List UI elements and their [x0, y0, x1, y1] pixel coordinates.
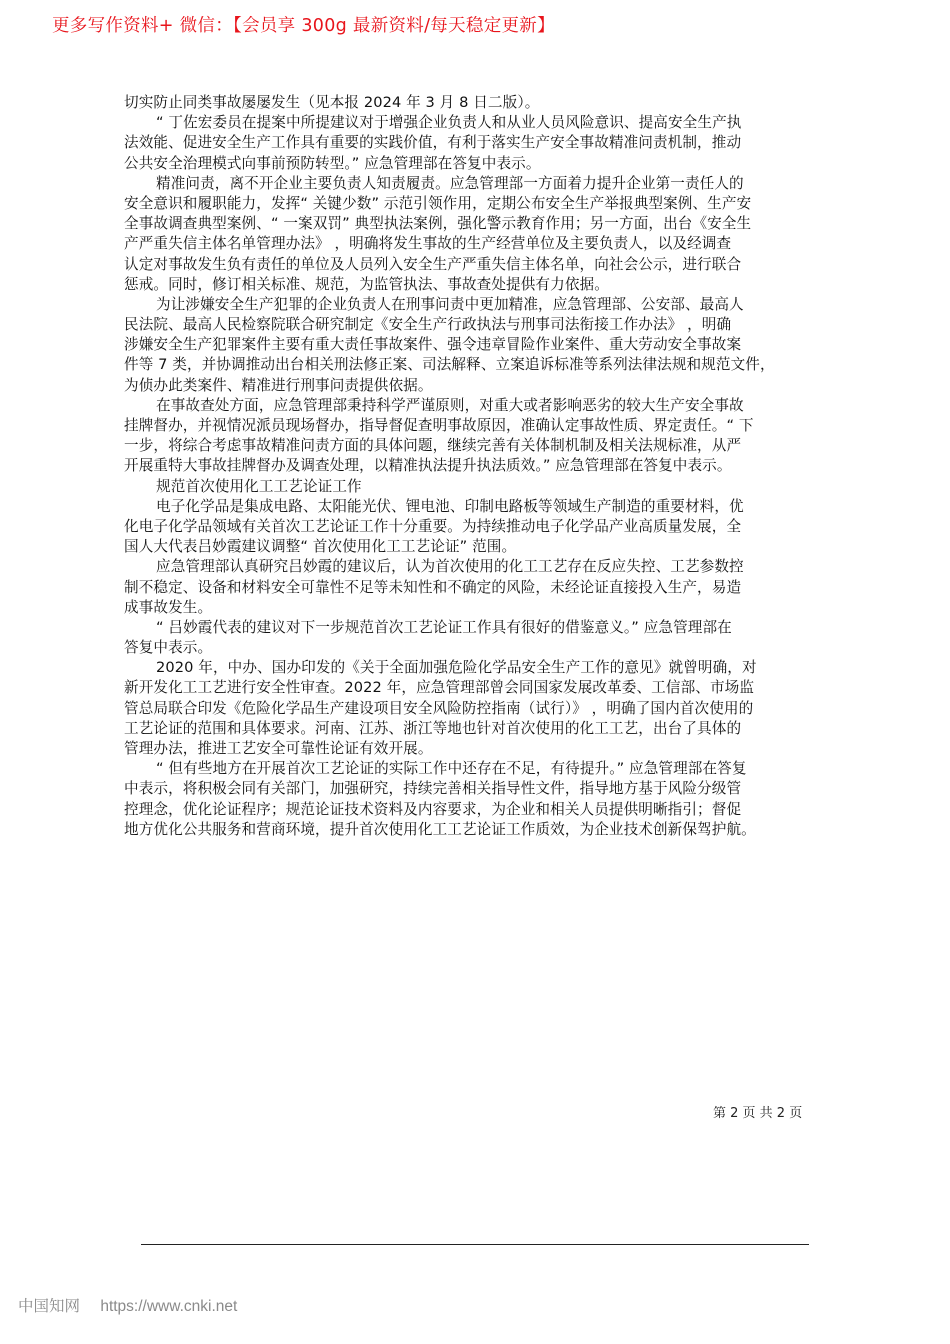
article-body [124, 93, 864, 840]
paragraph-line: 公共安全治理模式向事前预防转型。” 应急管理部在答复中表示。 [124, 154, 541, 172]
paragraph-line: “ 但有些地方在开展首次工艺论证的实际工作中还存在不足，有待提升。” 应急管理部在答复 [156, 760, 747, 778]
paragraph-line: 管总局联合印发《危险化学品生产建设项目安全风险防控指南（试行）》 ，明确了国内首次使用的 [124, 699, 754, 717]
paragraph-line: 国人大代表吕妙霞建议调整“ 首次使用化工工艺论证” 范围。 [124, 538, 517, 556]
paragraph-line: 为让涉嫌安全生产犯罪的企业负责人在刑事问责中更加精准，应急管理部、公安部、最高人 [156, 295, 744, 313]
promo-banner: 更多写作资料+ 微信：【会员享 300g 最新资料/每天稳定更新】 [52, 16, 555, 36]
paragraph-line: 2020 年，中办、国办印发的《关于全面加强危险化学品安全生产工作的意见》就曾明确，对 [156, 659, 757, 677]
paragraph-line: 中表示，将积极会同有关部门，加强研究，持续完善相关指导性文件，指导地方基于风险分级管 [124, 780, 742, 798]
paragraph-line: 答复中表示。 [124, 639, 213, 657]
paragraph-line: 精准问责，离不开企业主要负责人知责履责。应急管理部一方面着力提升企业第一责任人的 [156, 174, 744, 192]
paragraph-line: 一步，将综合考虑事故精准问责方面的具体问题，继续完善有关体制机制及相关法规标准，从严 [124, 437, 742, 455]
paragraph-line: 规范首次使用化工工艺论证工作 [156, 477, 362, 495]
paragraph-line: 化电子化学品领域有关首次工艺论证工作十分重要。为持续推动电子化学品产业高质量发展，全 [124, 517, 742, 535]
paragraph-line: 电子化学品是集成电路、太阳能光伏、锂电池、印制电路板等领域生产制造的重要材料，优 [156, 497, 744, 515]
article-paragraph [124, 618, 864, 658]
paragraph-line: 惩戒。同时，修订相关标准、规范，为监管执法、事故查处提供有力依据。 [124, 275, 609, 293]
paragraph-line: 安全意识和履职能力，发挥“ 关键少数” 示范引领作用，定期公布安全生产举报典型案例、生产安 [124, 194, 752, 212]
article-paragraph [124, 497, 864, 558]
article-paragraph [124, 113, 864, 174]
paragraph-line: 件等 7 类，并协调推动出台相关刑法修正案、司法解释、立案追诉标准等系列法律法规和规范文件， [124, 356, 775, 374]
footer-site-name: 中国知网 [18, 1298, 81, 1315]
paragraph-line: 切实防止同类事故屡屡发生（见本报 2024 年 3 月 8 日二版）。 [124, 94, 540, 111]
paragraph-line: 涉嫌安全生产犯罪案件主要有重大责任事故案件、强令违章冒险作业案件、重大劳动安全事故案 [124, 336, 742, 354]
paragraph-line: 工艺论证的范围和具体要求。河南、江苏、浙江等地也针对首次使用的化工工艺，出台了具体的 [124, 719, 742, 737]
page-indicator: 第 2 页 共 2 页 [713, 1106, 803, 1121]
paragraph-line: 控理念，优化论证程序；规范论证技术资料及内容要求，为企业和相关人员提供明晰指引；督促 [124, 800, 742, 818]
article-paragraph [124, 174, 864, 295]
paragraph-line: 民法院、最高人民检察院联合研究制定《安全生产行政执法与刑事司法衔接工作办法》 ，明确 [124, 316, 732, 334]
paragraph-line: “ 丁佐宏委员在提案中所提建议对于增强企业负责人和从业人员风险意识、提高安全生产执 [156, 114, 742, 132]
paragraph-line: 全事故调查典型案例、“ 一案双罚” 典型执法案例，强化警示教育作用；另一方面，出台《安全生 [124, 215, 752, 233]
paragraph-line: 为侦办此类案件、精准进行刑事问责提供依据。 [124, 376, 433, 394]
article-paragraph [124, 477, 864, 497]
paragraph-line: 制不稳定、设备和材料安全可靠性不足等未知性和不确定的风险，未经论证直接投入生产，易造 [124, 578, 742, 596]
paragraph-line: 产严重失信主体名单管理办法》 ，明确将发生事故的生产经营单位及主要负责人，以及经调查 [124, 235, 732, 253]
paragraph-line: 地方优化公共服务和营商环境，提升首次使用化工工艺论证工作质效，为企业技术创新保驾护航。 [124, 820, 756, 838]
article-paragraph [124, 295, 864, 396]
paragraph-line: 开展重特大事故挂牌督办及调查处理，以精准执法提升执法质效。” 应急管理部在答复中表示。 [124, 457, 732, 475]
paragraph-line: 新开发化工工艺进行安全性审查。2022 年，应急管理部曾会同国家发展改革委、工信部、市场监 [124, 679, 755, 697]
article-paragraph [124, 658, 864, 759]
article-paragraph [124, 93, 864, 113]
footer-divider [141, 1244, 809, 1245]
paragraph-line: 法效能、促进安全生产工作具有重要的实践价值，有利于落实生产安全事故精准问责机制，推动 [124, 134, 742, 152]
footer [18, 1294, 237, 1316]
paragraph-line: “ 吕妙霞代表的建议对下一步规范首次工艺论证工作具有很好的借鉴意义。” 应急管理部在 [156, 618, 732, 636]
paragraph-line: 在事故查处方面，应急管理部秉持科学严谨原则，对重大或者影响恶劣的较大生产安全事故 [156, 396, 744, 414]
paragraph-line: 管理办法，推进工艺安全可靠性论证有效开展。 [124, 740, 433, 757]
paragraph-line: 认定对事故发生负有责任的单位及人员列入安全生产严重失信主体名单，向社会公示，进行联合 [124, 255, 742, 273]
article-paragraph [124, 759, 864, 840]
paragraph-line: 成事故发生。 [124, 598, 213, 616]
article-paragraph [124, 396, 864, 477]
paragraph-line: 应急管理部认真研究吕妙霞的建议后，认为首次使用的化工工艺存在反应失控、工艺参数控 [156, 558, 744, 576]
article-paragraph [124, 557, 864, 618]
footer-url-link[interactable]: https://www.cnki.net [100, 1298, 238, 1315]
paragraph-line: 挂牌督办，并视情况派员现场督办，指导督促查明事故原因，准确认定事故性质、界定责任。“ 下 [124, 417, 754, 434]
